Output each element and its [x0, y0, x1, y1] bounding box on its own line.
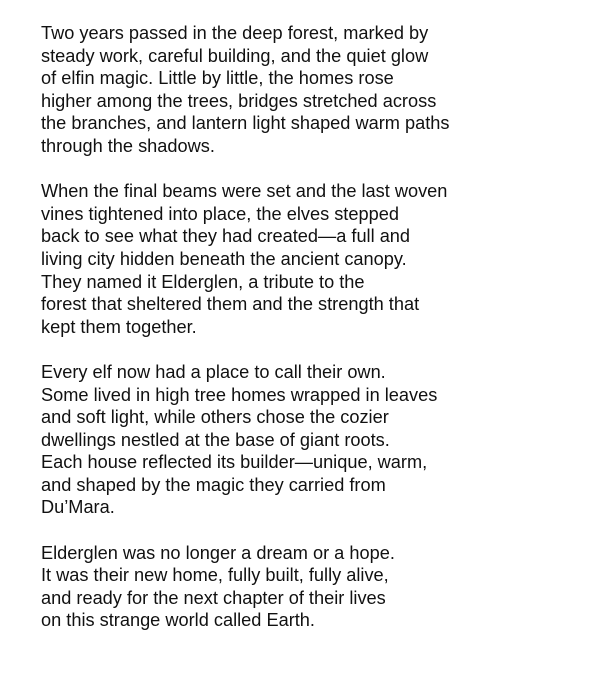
- paragraph-3: [41, 361, 581, 519]
- paragraph-1: [41, 22, 581, 158]
- story-text: [41, 22, 581, 655]
- paragraph-4: [41, 542, 581, 632]
- text-line: When the final beams were set and the last woven: [41, 181, 448, 202]
- text-line: through the shadows.: [41, 135, 215, 156]
- text-line: the branches, and lantern light shaped warm paths: [41, 113, 450, 134]
- text-line: Every elf now had a place to call their own.: [41, 361, 386, 382]
- text-line: kept them together.: [41, 316, 197, 337]
- text-line: steady work, careful building, and the quiet glow: [41, 45, 429, 66]
- text-line: back to see what they had created—a full and: [41, 226, 411, 247]
- text-line: Two years passed in the deep forest, marked by: [41, 23, 429, 43]
- text-line: Du’Mara.: [41, 497, 115, 518]
- text-line: forest that sheltered them and the strength that: [41, 294, 420, 315]
- text-line: and shaped by the magic they carried from: [41, 474, 386, 495]
- text-line: living city hidden beneath the ancient canopy.: [41, 248, 407, 269]
- text-line: and soft light, while others chose the cozier: [41, 407, 389, 428]
- text-line: of elfin magic. Little by little, the homes rose: [41, 68, 394, 89]
- paragraph-2: [41, 180, 581, 338]
- text-line: on this strange world called Earth.: [41, 610, 315, 631]
- text-line: and ready for the next chapter of their lives: [41, 587, 386, 608]
- text-line: higher among the trees, bridges stretched across: [41, 90, 437, 111]
- text-line: They named it Elderglen, a tribute to the: [41, 271, 365, 292]
- text-line: Each house reflected its builder—unique, warm,: [41, 452, 428, 473]
- text-line: dwellings nestled at the base of giant roots.: [41, 429, 390, 450]
- text-line: Some lived in high tree homes wrapped in leaves: [41, 384, 438, 405]
- text-line: Elderglen was no longer a dream or a hope.: [41, 542, 395, 563]
- text-line: vines tightened into place, the elves stepped: [41, 203, 399, 224]
- text-line: It was their new home, fully built, fully alive,: [41, 565, 389, 586]
